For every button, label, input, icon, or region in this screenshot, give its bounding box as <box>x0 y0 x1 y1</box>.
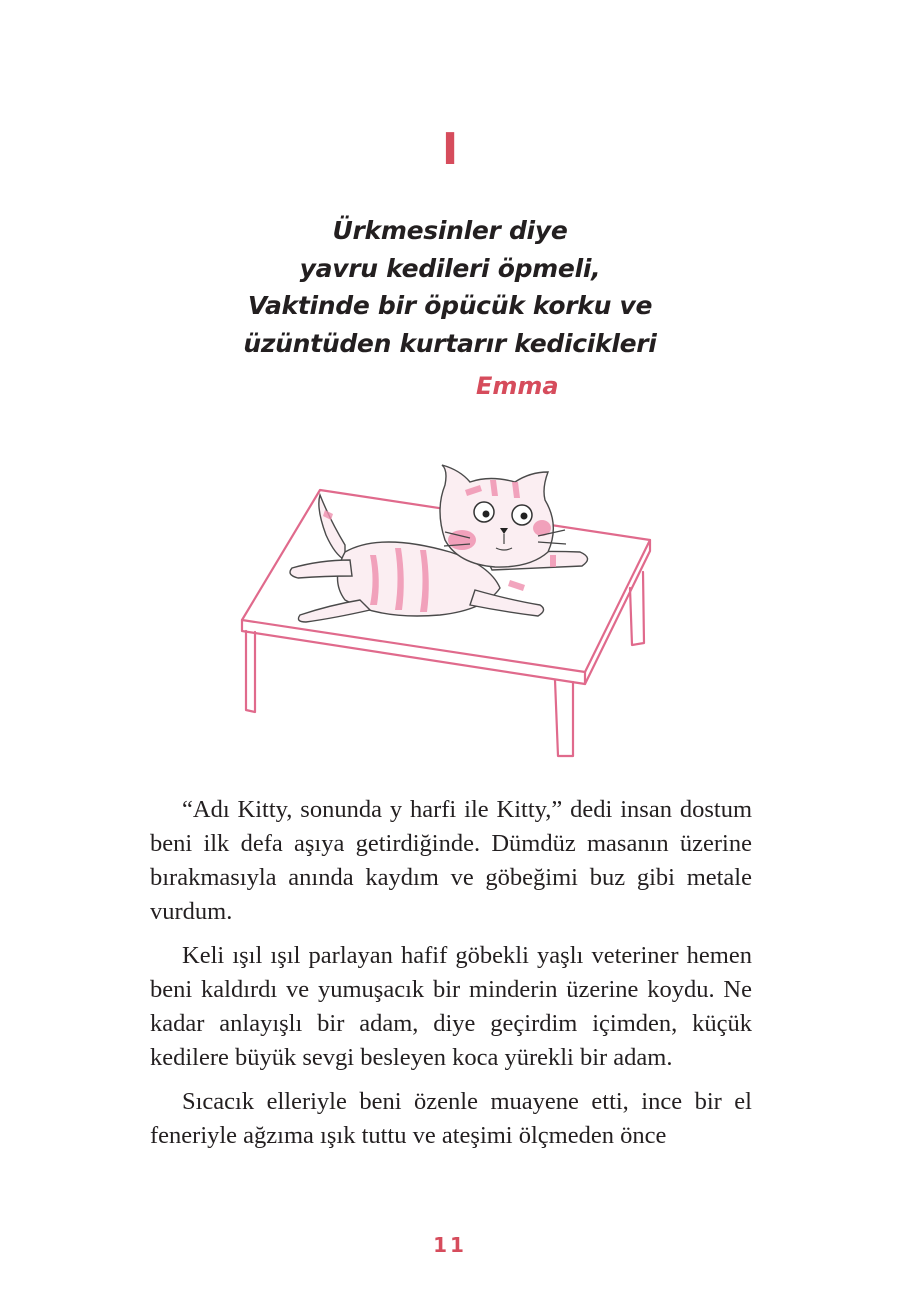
chapter-number: I <box>441 124 459 175</box>
epigraph <box>0 212 900 362</box>
epigraph-line: Ürkmesinler diye <box>332 216 568 245</box>
paragraph: “Adı Kitty, sonunda y harfi ile Kitty,” dedi insan dostum beni ilk defa aşıya getirdiğinde. Dümdüz masanın üzerine bırakmasıyla anında kaydım ve göbeğimi buz gibi metale vurdum. <box>150 796 752 925</box>
paragraph: Keli ışıl ışıl parlayan hafif göbekli yaşlı veteriner hemen beni kaldırdı ve yumuşacık bir minderin üzerine koydu. Ne kadar anlayışlı bir adam, diye geçirdim içimden, küçük kedilere büyük sevgi besleyen koca yürekli bir adam. <box>150 942 752 1071</box>
body-text <box>150 793 752 1163</box>
page-number: 11 <box>433 1233 467 1257</box>
cat-on-table-illustration <box>230 460 670 765</box>
epigraph-line: üzüntüden kurtarır kedicikleri <box>243 328 657 358</box>
epigraph-author: Emma <box>476 372 559 400</box>
epigraph-line: yavru kedileri öpmeli, <box>299 253 601 283</box>
paragraph: Sıcacık elleriyle beni özenle muayene etti, ince bir el feneriyle ağzıma ışık tuttu ve ateşimi ölçmeden önce <box>150 1088 752 1149</box>
epigraph-line: Vaktinde bir öpücük korku ve <box>247 291 653 320</box>
